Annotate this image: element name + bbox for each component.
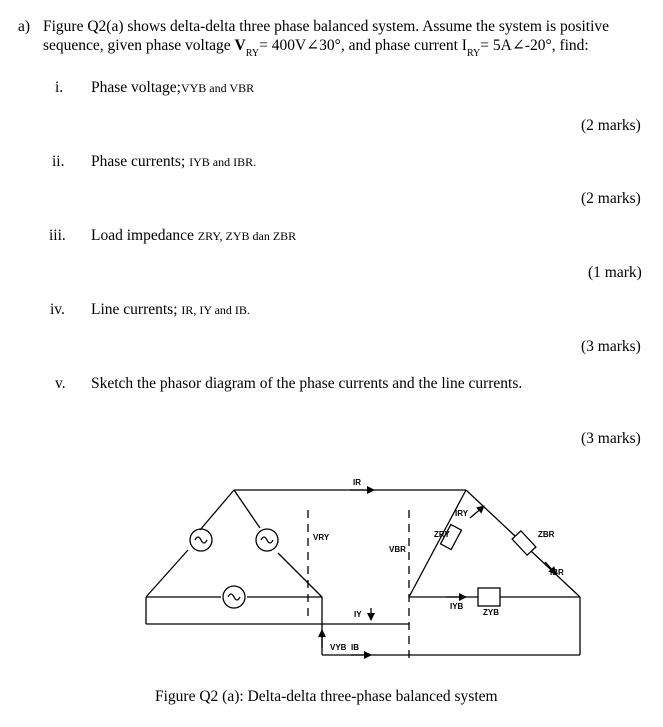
iry-arrow — [470, 506, 484, 518]
part-text: Sketch the phasor diagram of the phase currents and the line currents. — [91, 375, 523, 392]
label-ir: IR — [353, 478, 361, 487]
label-zyb: ZYB — [483, 608, 499, 617]
part-marks: (3 marks) — [581, 430, 641, 447]
label-ibr: IBR — [550, 568, 564, 577]
source-wire — [234, 490, 260, 528]
impedance-zyb — [478, 588, 500, 606]
part-number: iii. — [49, 227, 66, 244]
voltage-subscript: RY — [245, 48, 260, 59]
question-line-1: Figure Q2(a) shows delta-delta three phase balanced system. Assume the system is positive — [43, 18, 610, 35]
label-iyb: IYB — [450, 602, 464, 611]
label-zbr: ZBR — [538, 530, 555, 539]
label-iy: IY — [354, 610, 362, 619]
part-number: ii. — [52, 153, 65, 170]
part-text: Line currents; IR, IY and IB. — [91, 301, 250, 318]
part-text: Phase currents; IYB and IBR. — [91, 153, 257, 170]
source-wire — [146, 550, 188, 597]
label-zry: ZRY — [434, 530, 450, 539]
source-wire — [200, 490, 234, 530]
question-line-2: sequence, given phase voltage $V_{RY}=$ 400V∠30°, and phase current $I_{RY}=$ 5A∠-20°, find: — [43, 37, 589, 59]
part-text: Phase voltage;VYB and VBR — [91, 79, 255, 96]
sine-wave-icon — [195, 537, 207, 543]
part-marks: (2 marks) — [581, 117, 641, 134]
part-number: v. — [55, 375, 66, 392]
label-vbr: VBR — [389, 545, 406, 554]
part-text: Load impedance ZRY, ZYB dan ZBR — [91, 227, 297, 244]
label-ib: IB — [351, 643, 359, 652]
part-marks: (3 marks) — [581, 338, 641, 355]
source-wire — [278, 553, 322, 597]
voltage-symbol: V — [234, 37, 246, 54]
question-label: a) — [18, 18, 31, 35]
sine-wave-icon — [228, 594, 240, 600]
current-subscript: RY — [466, 48, 481, 59]
part-marks: (2 marks) — [581, 190, 641, 207]
load-wire — [409, 490, 466, 597]
label-iry: IRY — [455, 509, 469, 518]
label-vyb: VYB — [330, 643, 347, 652]
current-symbol: I — [461, 37, 467, 54]
part-marks: (1 mark) — [588, 264, 642, 281]
figure-caption: Figure Q2 (a): Delta-delta three-phase balanced system — [155, 688, 498, 705]
part-number: i. — [55, 79, 64, 96]
sine-wave-icon — [261, 537, 273, 543]
label-vry: VRY — [313, 533, 330, 542]
part-number: iv. — [50, 301, 65, 318]
